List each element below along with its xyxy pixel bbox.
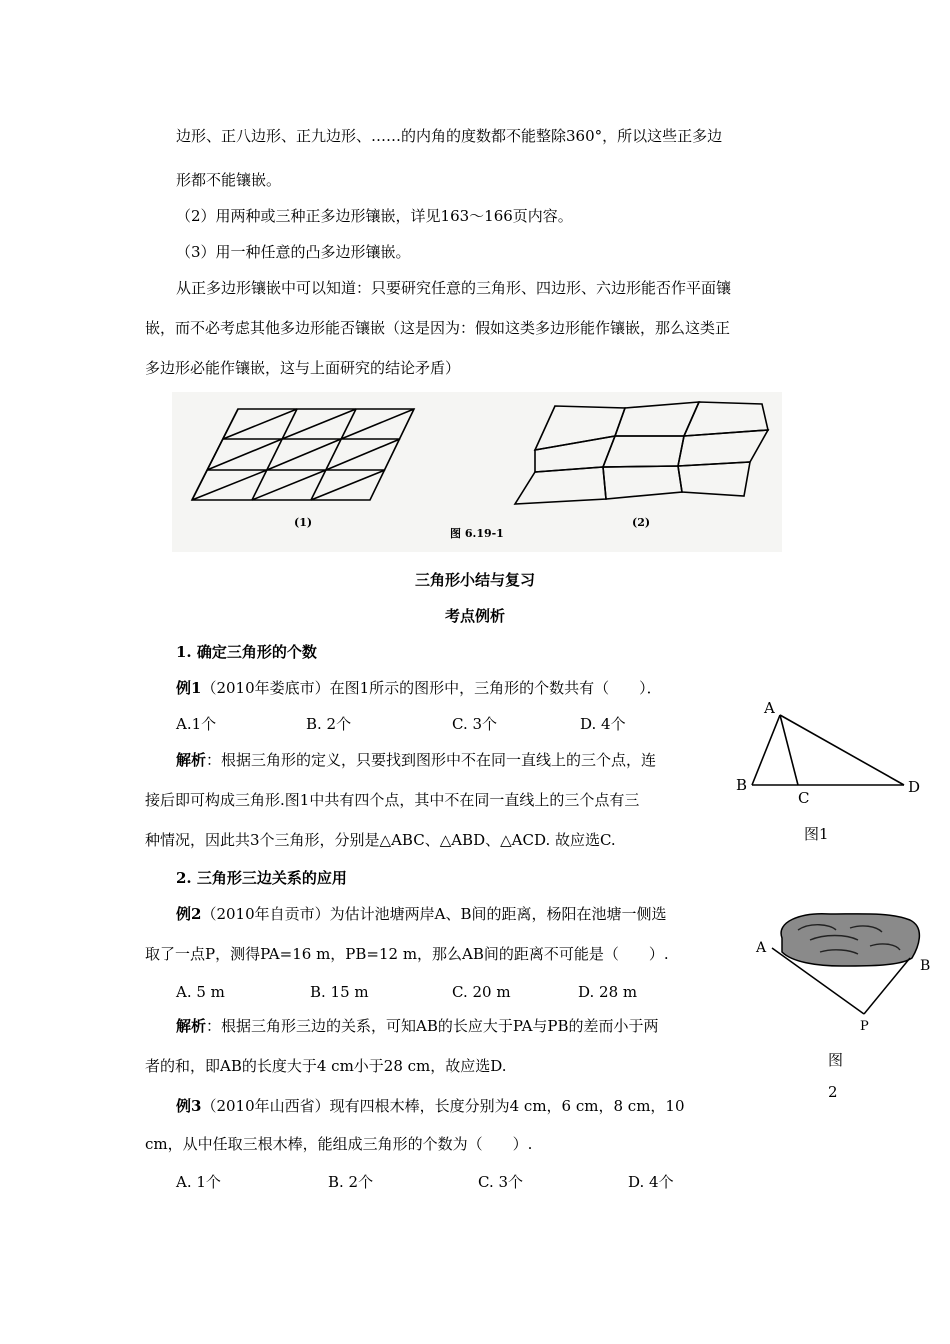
example-3-line-1 <box>176 1096 685 1116</box>
point-b-label: B <box>736 776 748 794</box>
point-b-label: B <box>920 958 931 974</box>
solution-1-line-1 <box>176 750 656 770</box>
intro-item-3: （3）用一种任意的凸多边形镶嵌。 <box>176 243 411 261</box>
solution-1-label: 解析 <box>176 751 207 769</box>
figure-1-caption: 图1 <box>804 825 829 843</box>
example-3-text: （2010年山西省）现有四根木棒，长度分别为4 cm，6 cm，8 cm，10 <box>201 1097 685 1115</box>
pond-shape <box>781 914 919 966</box>
point-a-label: A <box>764 699 775 717</box>
point-p-label: P <box>860 1019 869 1034</box>
example-2-option-a: A. 5 m <box>176 983 225 1001</box>
topic1-heading: 1. 确定三角形的个数 <box>176 643 317 661</box>
intro-para-line-1: 从正多边形镶嵌中可以知道：只要研究任意的三角形、四边形、六边形能否作平面镶 <box>176 279 732 297</box>
solution-2-label: 解析 <box>176 1017 207 1035</box>
intro-para-line-3: 多边形必能作镶嵌，这与上面研究的结论矛盾） <box>145 359 461 377</box>
figure-2-caption-line-1: 图 <box>828 1051 844 1069</box>
solution-2-line-1 <box>176 1016 659 1036</box>
example-1-option-d: D. 4个 <box>580 715 626 733</box>
example-3-option-c: C. 3个 <box>478 1173 524 1191</box>
solution-1-line-3: 种情况，因此共3个三角形，分别是△ABC、△ABD、△ACD. 故应选C. <box>145 831 616 849</box>
figure-2-caption-line-2: 2 <box>828 1083 838 1101</box>
segment-ad <box>780 715 904 785</box>
segment-pb <box>864 958 910 1014</box>
example-3-option-a: A. 1个 <box>176 1173 221 1191</box>
intro-para-line-2: 嵌，而不必考虑其他多边形能否镶嵌（这是因为：假如这类多边形能作镶嵌，那么这类正 <box>145 319 731 337</box>
point-d-label: D <box>908 778 921 796</box>
segment-ab <box>752 715 780 785</box>
segment-ac <box>780 715 798 785</box>
example-1 <box>176 678 662 698</box>
intro-line-2: 形都不能镶嵌。 <box>176 171 282 189</box>
solution-1-text: ：根据三角形的定义，只要找到图形中不在同一直线上的三个点，连 <box>206 751 657 769</box>
example-2-text: （2010年自贡市）为估计池塘两岸A、B间的距离，杨阳在池塘一侧选 <box>201 905 667 923</box>
example-2-option-d: D. 28 m <box>578 983 638 1001</box>
figure-label-2: (2) <box>632 516 651 529</box>
example-2-line-1 <box>176 904 666 924</box>
figure-label-1: (1) <box>294 516 313 529</box>
example-2-line-2: 取了一点P，测得PA=16 m，PB=12 m，那么AB间的距离不可能是（ ）. <box>145 945 669 963</box>
point-c-label: C <box>798 789 810 805</box>
solution-1-line-2: 接后即可构成三角形.图1中共有四个点，其中不在同一直线上的三个点有三 <box>145 791 640 809</box>
example-2-label: 例2 <box>176 905 202 923</box>
tessellation-figure <box>172 392 782 552</box>
topic2-heading: 2. 三角形三边关系的应用 <box>176 869 347 887</box>
intro-item-2: （2）用两种或三种正多边形镶嵌，详见163～166页内容。 <box>176 207 573 225</box>
section-title: 三角形小结与复习 <box>414 571 535 589</box>
example-3-line-2: cm，从中任取三根木棒，能组成三角形的个数为（ ）. <box>145 1135 533 1153</box>
figure-caption: 图 6.19-1 <box>450 527 504 540</box>
intro-line-1: 边形、正八边形、正九边形、……的内角的度数都不能整除360°，所以这些正多边 <box>176 127 723 145</box>
figure-2-diagram <box>750 900 940 1040</box>
example-2-option-c: C. 20 m <box>452 983 511 1001</box>
example-3-option-d: D. 4个 <box>628 1173 674 1191</box>
example-1-option-b: B. 2个 <box>306 715 352 733</box>
solution-2-text: ：根据三角形三边的关系，可知AB的长应大于PA与PB的差而小于两 <box>206 1017 659 1035</box>
example-3-option-b: B. 2个 <box>328 1173 374 1191</box>
example-1-text: （2010年娄底市）在图1所示的图形中，三角形的个数共有（ ）． <box>201 679 662 697</box>
example-2-option-b: B. 15 m <box>310 983 369 1001</box>
section-subtitle: 考点例析 <box>444 607 505 625</box>
example-1-label: 例1 <box>176 679 202 697</box>
solution-2-line-2: 者的和，即AB的长度大于4 cm小于28 cm，故应选D. <box>145 1057 507 1075</box>
point-a-label: A <box>756 940 767 956</box>
figure-1-diagram <box>730 695 930 805</box>
example-1-option-c: C. 3个 <box>452 715 498 733</box>
example-3-label: 例3 <box>176 1097 202 1115</box>
example-1-option-a: A.1个 <box>176 715 217 733</box>
